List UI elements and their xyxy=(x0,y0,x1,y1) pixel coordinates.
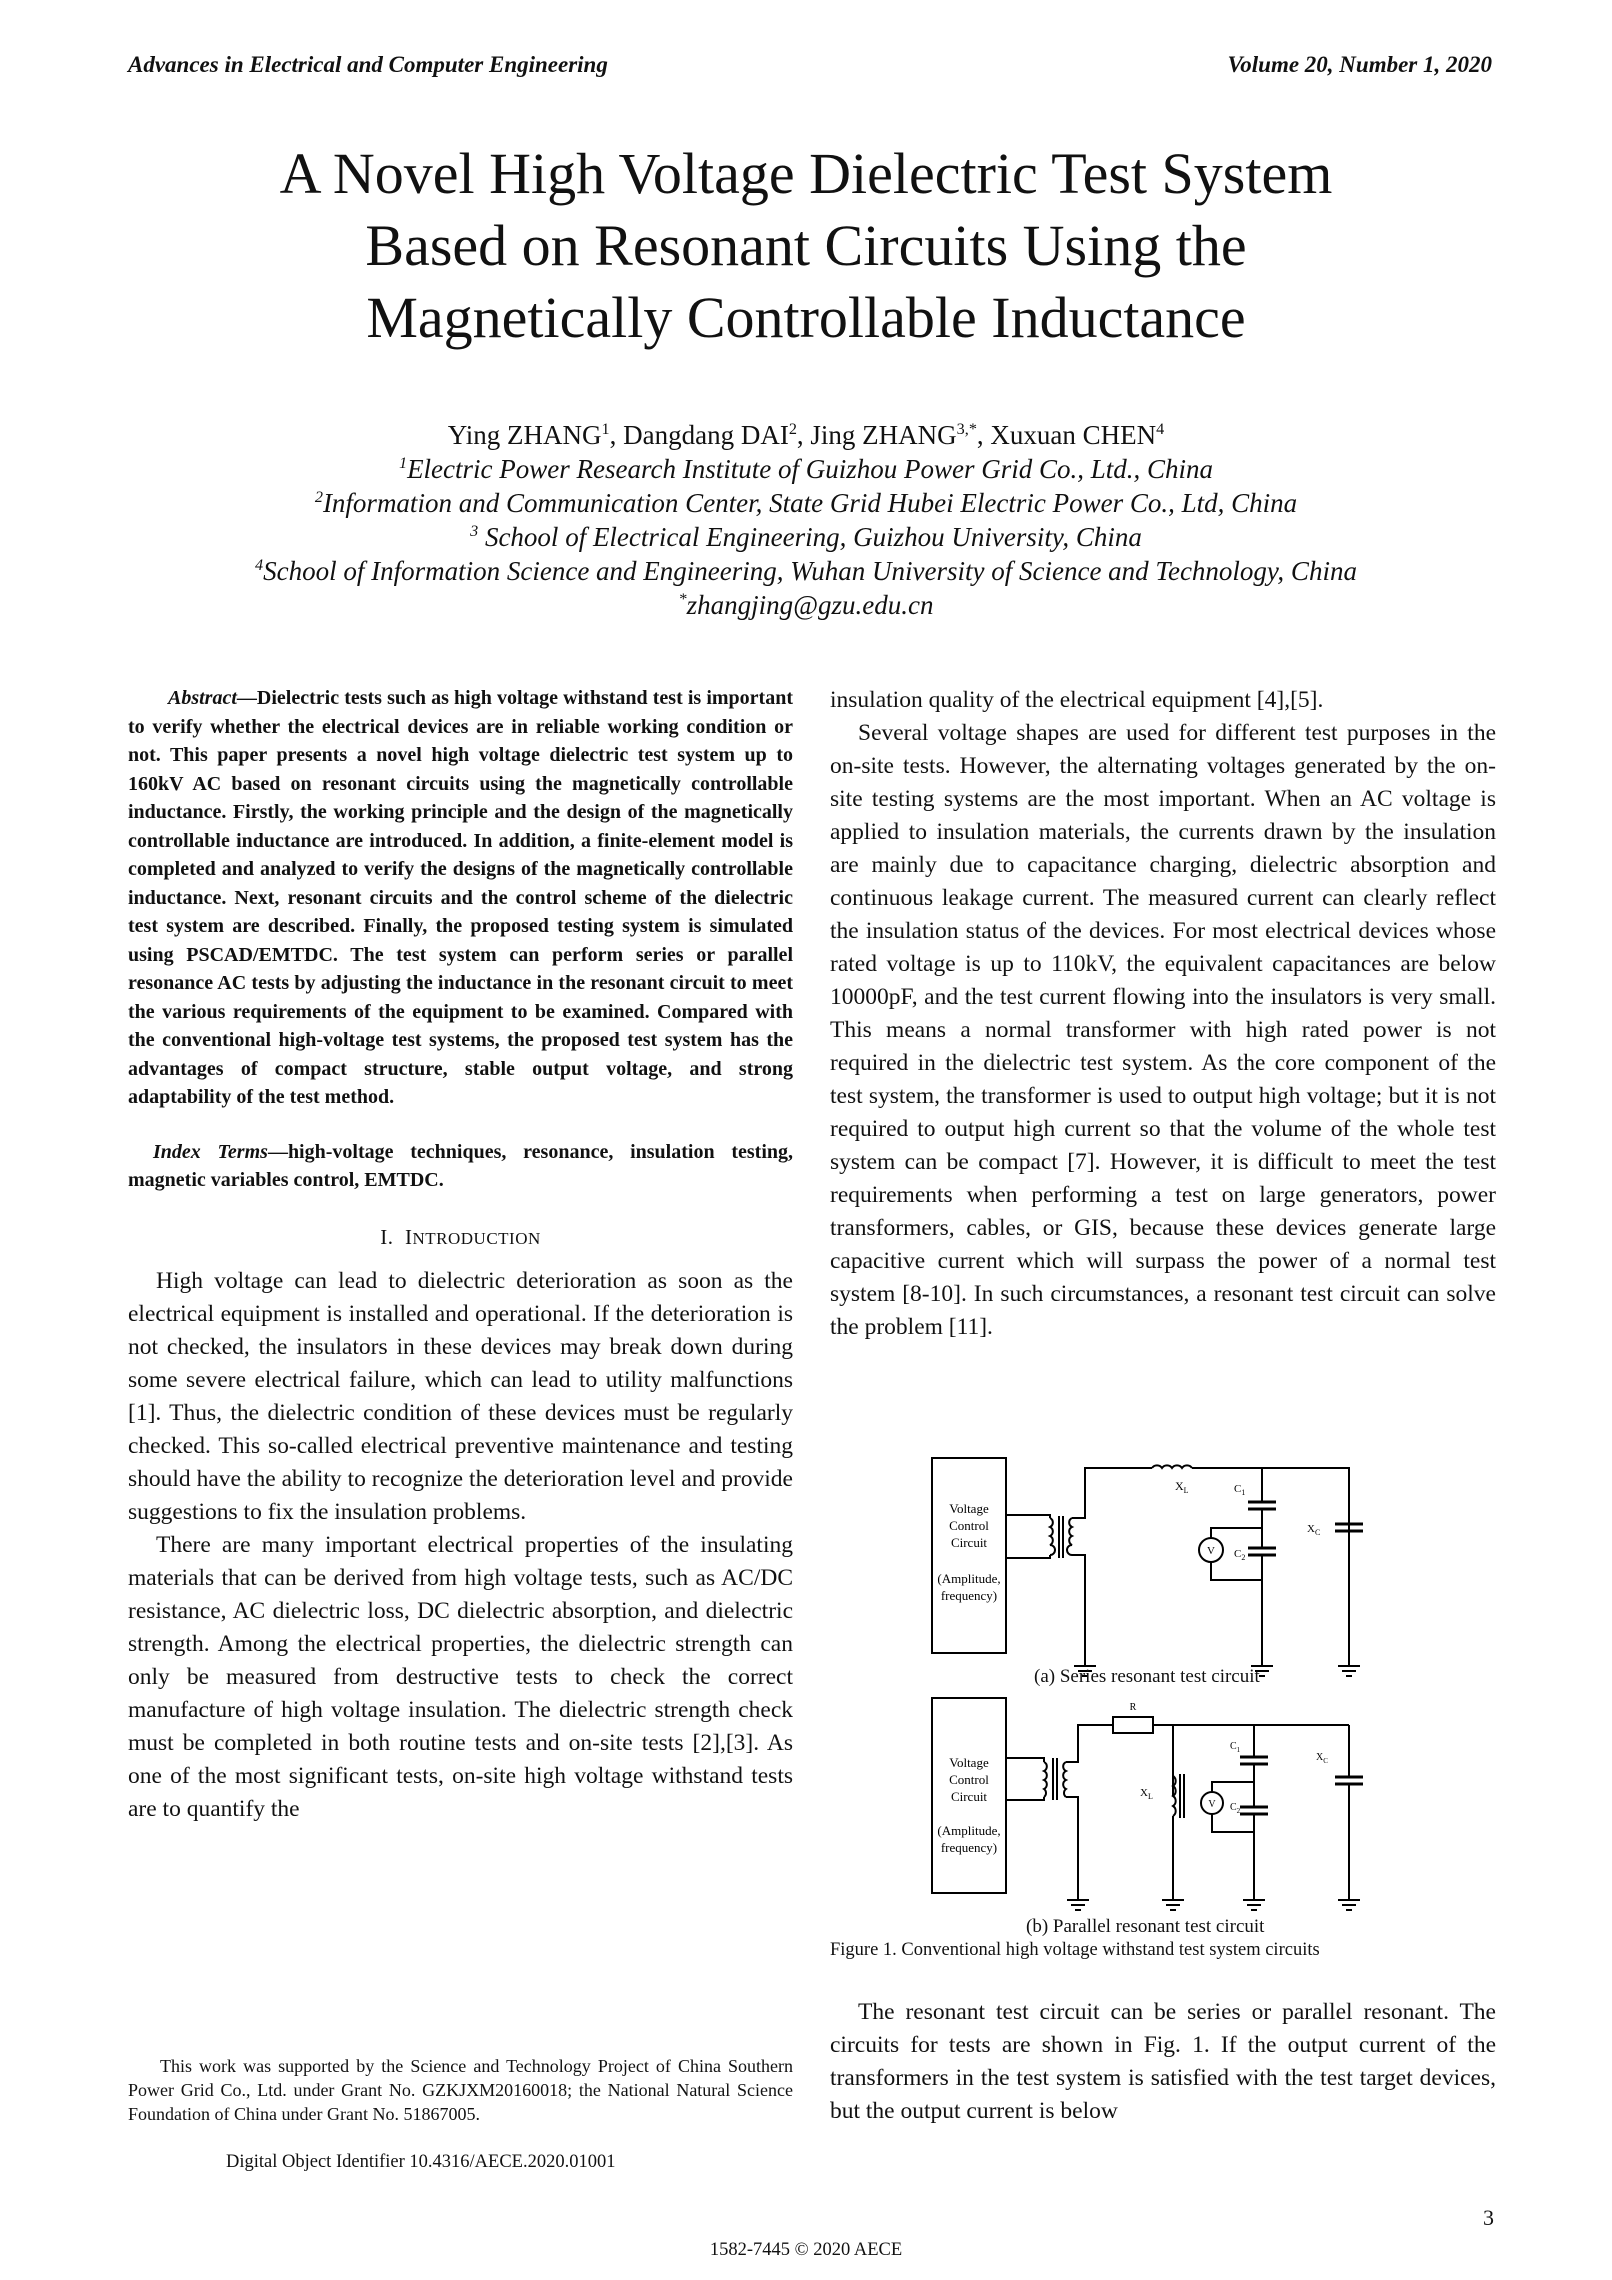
journal-name: Advances in Electrical and Computer Engineering xyxy=(128,52,608,77)
box-label: Control xyxy=(949,1772,989,1787)
author-name: Dangdang DAI xyxy=(623,420,789,450)
volume-info: Volume 20, Number 1, 2020 xyxy=(1227,52,1492,77)
funding-footnote: This work was supported by the Science and Technology Project of China Southern Power Grid Co., Ltd. under Grant No. GZKJXM20160018; the National Natural Science Foundation of China under Grant No. 51867005. xyxy=(128,2056,793,2124)
svg-text:R: R xyxy=(1129,1702,1137,1713)
author-name: Jing ZHANG xyxy=(810,420,957,450)
box-label: frequency) xyxy=(940,1588,998,1603)
svg-text:V: V xyxy=(1208,1799,1216,1810)
left-column xyxy=(128,684,793,1826)
subcaption-a: (a) Series resonant test circuit xyxy=(1034,1666,1260,1687)
author-affiliation-mark: 4 xyxy=(1156,420,1165,438)
xl-label: $X_L$ xyxy=(1140,1787,1153,1801)
author-list: Ying ZHANG$^1$, Dangdang DAI$^2$, Jing $ZHANG^{3,*}$, Xuxuan CHEN$^4$ xyxy=(447,420,1165,450)
voltage-control-box xyxy=(932,1458,1006,1653)
box-label: Voltage xyxy=(949,1755,989,1770)
resistor xyxy=(1113,1717,1153,1733)
affiliation: $^1$Electric Power Research Institute of Guizhou Power Grid Co., Ltd., China xyxy=(398,454,1214,484)
box-label: (Amplitude, xyxy=(937,1823,1001,1838)
author-name: Ying ZHANG xyxy=(447,420,602,450)
box-label: Control xyxy=(949,1518,989,1533)
body-paragraph: The resonant test circuit can be series or parallel resonant. The circuits for tests are shown in Fig. 1. If the output current of the transformers in the test system is satisfied with the test target devices, but the output current is below xyxy=(830,1999,1496,2124)
author-block xyxy=(0,418,1612,622)
title-line: Based on Resonant Circuits Using the xyxy=(365,213,1247,278)
c2-label: $C_2$ xyxy=(1234,1548,1246,1562)
xc-label: $X_C$ xyxy=(1316,1752,1328,1765)
author-affiliation-mark: 1 xyxy=(601,420,610,438)
box-label: Circuit xyxy=(950,1535,988,1550)
section-heading-introduction: I. INTRODUCTION xyxy=(380,1224,541,1249)
author-affiliation-mark: 2 xyxy=(788,420,797,438)
title-line: A Novel High Voltage Dielectric Test System xyxy=(279,141,1333,206)
box-label: (Amplitude, xyxy=(937,1571,1001,1586)
c1-label: $C_1$ xyxy=(1230,1741,1241,1754)
doi: Digital Object Identifier 10.4316/AECE.2020.01001 xyxy=(226,2152,616,2172)
xl-label: $X_L$ xyxy=(1175,1479,1189,1495)
svg-text:V: V xyxy=(1207,1545,1215,1557)
title-line: Magnetically Controllable Inductance xyxy=(366,285,1246,350)
body-paragraph: Several voltage shapes are used for different test purposes in the on-site tests. However, the alternating voltages generated by the on-site testing systems are the most important. When an AC voltage is applied to insulation materials, the currents drawn by the insulation are mainly due to capacitance charging, dielectric absorption and continuous leakage current. The measured current can clearly reflect the insulation status of the devices. For most electrical devices whose rated voltage is up to 110kV, the equivalent capacitances are below 10000pF, and the test current flowing into the insulators is very small. This means a normal transformer with high rated power is not required in the dielectric test system. As the core component of the test system, the transformer is used to output high voltage; but it is not required to output high current so that the volume of the whole test system can be compact [7]. However, it is difficult to meet the test requirements when performing a test on large generators, power transformers, cables, or GIS, because these devices generate large capacitive current which will surpass the power of a normal test system [8-10]. In such circumstances, a resonant test circuit can solve the problem [11]. xyxy=(830,720,1496,1340)
right-column xyxy=(830,684,1496,1344)
affiliation: $^3$ School of Electrical Engineering, Guizhou University, China xyxy=(470,522,1142,552)
author-name: Xuxuan CHEN xyxy=(990,420,1157,450)
issn-copyright: 1582-7445 © 2020 AECE xyxy=(709,2240,903,2260)
body-paragraph: High voltage can lead to dielectric deterioration as soon as the electrical equipment is installed and operational. If the deterioration is not checked, the insulators in these devices may break down during some severe electrical failure, which can lead to utility malfunctions [1]. Thus, the dielectric condition of these devices must be regularly checked. This so-called electrical preventive maintenance and testing should have the ability to recognize the deterioration level and provide suggestions to fix the insulation problems. xyxy=(128,1267,793,1525)
figure-caption: Figure 1. Conventional high voltage withstand test system circuits xyxy=(830,1940,1320,1960)
subcaption-b: (b) Parallel resonant test circuit xyxy=(1026,1916,1265,1937)
body-paragraph: insulation quality of the electrical equipment [4],[5]. xyxy=(830,687,1324,713)
xc-label: $X_C$ xyxy=(1307,1523,1321,1537)
affiliation: $^4$School of Information Science and Engineering, Wuhan University of Science and Technology, China xyxy=(255,556,1357,586)
c2-label: $C_2$ xyxy=(1230,1802,1241,1815)
figure-1 xyxy=(830,1440,1496,1950)
box-label: frequency) xyxy=(940,1840,998,1855)
c1-label: $C_1$ xyxy=(1234,1483,1246,1497)
page-number: 3 xyxy=(1483,2205,1494,2230)
corresponding-email: *zhangjing@gzu.edu.cn xyxy=(678,590,934,620)
affiliation: $^2$Information and Communication Center, State Grid Hubei Electric Power Co., Ltd, China xyxy=(314,488,1298,518)
index-terms: Index Terms—high-voltage techniques, resonance, insulation testing, magnetic variables control, EMTDC. xyxy=(128,1140,793,1191)
author-affiliation-mark: 3,* xyxy=(956,420,977,438)
body-paragraph: There are many important electrical properties of the insulating materials that can be derived from high voltage tests, such as AC/DC resistance, AC dielectric loss, DC dielectric absorption, and dielectric strength. Among the electrical properties, the dielectric strength can only be measured from destructive tests to check the correct manufacture of high voltage insulation. The dielectric strength check must be completed in both routine tests and on-site tests [2],[3]. As one of the most significant tests, on-site high voltage withstand tests are to quantify the xyxy=(128,1531,793,1822)
abstract: Abstract—Dielectric tests such as high voltage withstand test is important to verify whether the electrical devices are in reliable working condition or not. This paper presents a novel high voltage dielectric test system up to 160kV AC based on resonant circuits using the magnetically controllable inductance. Firstly, the working principle and the design of the magnetically controllable inductance are introduced. In addition, a finite-element model is completed and analyzed to verify the designs of the magnetically controllable inductance. Next, resonant circuits and the control scheme of the dielectric test system are described. Finally, the proposed testing system is simulated using PSCAD/EMTDC. The test system can perform series or parallel resonance AC tests by adjusting the inductance in the resonant circuit to meet the various requirements of the equipment to be examined. Compared with the conventional high-voltage test systems, the proposed test system has the advantages of compact structure, stable output voltage, and strong adaptability of the test method. xyxy=(128,687,793,1108)
circuit-diagram xyxy=(830,1440,1496,1950)
box-label: Circuit xyxy=(950,1789,988,1804)
paper-title xyxy=(0,138,1612,354)
box-label: Voltage xyxy=(949,1501,989,1516)
